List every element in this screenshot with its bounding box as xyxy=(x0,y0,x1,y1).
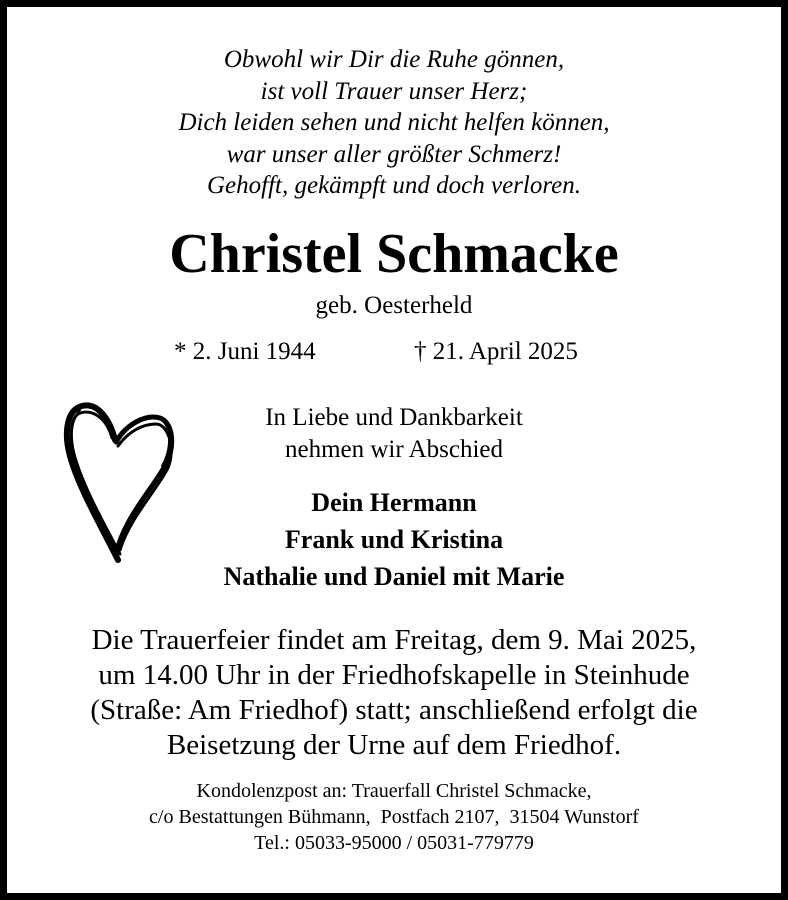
poem-line: Dich leiden sehen und nicht helfen können, xyxy=(178,109,610,136)
contact-line: Kondolenzpost an: Trauerfall Christel Schmacke, xyxy=(196,780,592,802)
family-names xyxy=(0,484,788,595)
contact-line: Tel.: 05033-95000 / 05031-779779 xyxy=(254,832,534,854)
service-line: um 14.00 Uhr in der Friedhofskapelle in Steinhude xyxy=(98,659,690,691)
birth-date: * 2. Juni 1944 xyxy=(174,338,316,365)
farewell-line: nehmen wir Abschied xyxy=(284,436,503,463)
maiden-name: geb. Oesterheld xyxy=(315,292,473,319)
poem xyxy=(0,44,788,202)
service-line: (Straße: Am Friedhof) statt; anschließend erfolgt die xyxy=(90,694,698,726)
poem-line: ist voll Trauer unser Herz; xyxy=(260,77,528,105)
contact-line: c/o Bestattungen Bühmann, Postfach 2107, 31504 Wunstorf xyxy=(149,806,639,828)
poem-line: Gehofft, gekämpft und doch verloren. xyxy=(207,172,581,199)
service-line: Beisetzung der Urne auf dem Friedhof. xyxy=(166,729,622,761)
family-line: Dein Hermann xyxy=(311,488,477,517)
deceased-name: Christel Schmacke xyxy=(169,223,619,285)
funeral-service-info xyxy=(0,623,788,763)
family-line: Nathalie und Daniel mit Marie xyxy=(223,562,565,591)
poem-line: war unser aller größter Schmerz! xyxy=(226,140,562,168)
family-line: Frank und Kristina xyxy=(284,525,504,554)
farewell-text xyxy=(0,402,788,466)
condolence-contact xyxy=(0,778,788,856)
poem-line: Obwohl wir Dir die Ruhe gönnen, xyxy=(223,46,565,73)
service-line: Die Trauerfeier findet am Freitag, dem 9. Mai 2025, xyxy=(91,624,697,656)
farewell-line: In Liebe und Dankbarkeit xyxy=(265,404,523,431)
death-date: † 21. April 2025 xyxy=(414,338,578,365)
